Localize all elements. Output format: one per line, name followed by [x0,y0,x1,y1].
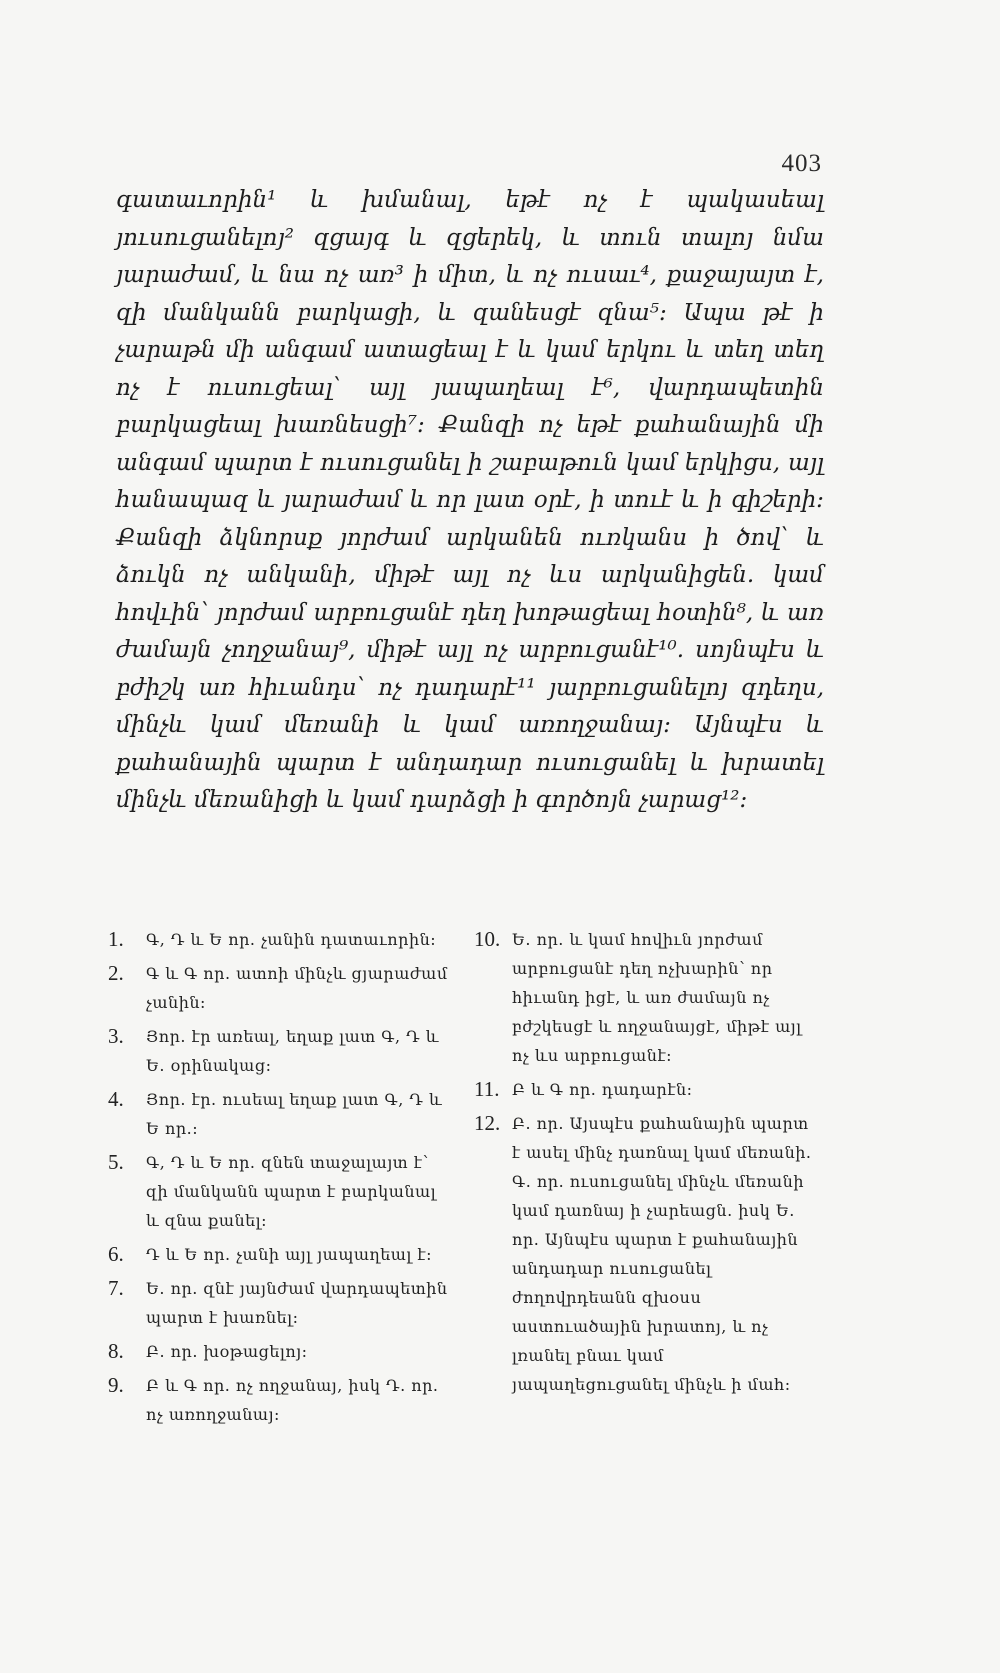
footnote-number: 3. [108,1024,124,1048]
footnotes-left-column [108,925,454,1434]
footnote-number: 5. [108,1150,124,1174]
footnote [474,925,820,1070]
footnote [474,1109,820,1399]
footnote-text: Գ, Դ և Ե որ. չանին դատաւորին։ [146,930,437,949]
footnote [108,1274,454,1332]
footnote-number: 6. [108,1242,124,1266]
footnote [108,1240,454,1269]
footnote-number: 7. [108,1276,124,1300]
footnote-text: Բ և Գ որ. դադարէն։ [512,1080,693,1099]
footnote-number: 10. [474,927,501,951]
footnote-number: 2. [108,961,124,985]
footnotes-right-column [474,925,820,1434]
footnotes [108,925,820,1434]
footnote-number: 11. [474,1077,500,1101]
footnote-text: Դ և Ե որ. չանի այլ յապաղեալ է։ [146,1245,433,1264]
footnote-text: Գ և Գ որ. ատոի մինչև ցյարաժամ չանին։ [146,964,448,1012]
footnote [108,959,454,1017]
footnote-number: 9. [108,1373,124,1397]
footnote-number: 12. [474,1111,501,1135]
footnote-text: Ե. որ. և կամ հովիւն յորժամ արբուցանէ դեղ ոչխարին՝ որ հիւանդ իցէ, և առ ժամայն ոչ բժշկեսցէ և ողջանայցէ, միթէ այլ ոչ ևս արբուցանէ։ [512,930,802,1065]
footnote-text: Ե. որ. զնէ յայնժամ վարդապետին պարտ է խառնել։ [146,1279,448,1327]
footnote-text: Բ. որ. Այսպէս քահանային պարտ է ասել մինչ դառնալ կամ մեռանի. Գ. որ. ուսուցանել մինչև մեռանի կամ դառնայ ի չարեացն. իսկ Ե. որ. Այնպէս պարտ է քահանային անդադար ուսուցանել ժողովրդեանն զխօսս աստուածային խրատոյ, և ոչ լռանել բնաւ կամ յապաղեցուցանել մինչև ի մահ։ [512,1114,812,1394]
footnote-text: Յոր. էր առեալ, եղաք լատ Գ, Դ և Ե. օրինակաց։ [146,1027,439,1075]
footnote [108,1085,454,1143]
footnote [108,1022,454,1080]
footnote [108,1337,454,1366]
page-number: 403 [781,150,822,177]
footnote-number: 4. [108,1087,124,1111]
footnote-text: Յոր. էր. ուսեալ եղաք լատ Գ, Դ և Ե որ.։ [146,1090,443,1138]
footnote-text: Բ. որ. խօթացելոյ։ [146,1342,308,1361]
footnote [108,925,454,954]
footnote [108,1148,454,1235]
footnote-text: Բ և Գ որ. ոչ ողջանայ, իսկ Դ. որ. ոչ առողջանայ։ [146,1376,439,1424]
footnote-number: 1. [108,927,124,951]
footnote-number: 8. [108,1339,124,1363]
main-body-text: գատաւորին¹ և խմանալ, եթէ ոչ է պակասեալ յուսուցանելոյ² զցայգ և զցերեկ, և տուն տալոյ նմա յարաժամ, և նա ոչ առ³ ի միտ, և ոչ ուսաւ⁴, քաջայայտ է, զի մանկանն բարկացի, և զանեսցէ զնա⁵։ Ապա թէ ի չարաթն մի անգամ ատացեալ է և կամ երկու և տեղ տեղ ոչ է ուսուցեալ՝ այլ յապաղեալ է⁶, վարդապետին բարկացեալ խառնեսցի⁷։ Քանզի ոչ եթէ քահանային մի անգամ պարտ է ուսուցանել ի շաբաթուն կամ երկիցս, այլ հանապազ և յարաժամ և որ լատ օրէ, ի տուէ և ի գիշերի։ Քանզի ձկնորսք յորժամ արկանեն ուռկանս ի ծով՝ և ձուկն ոչ անկանի, միթէ այլ ոչ ևս արկանիցեն. կամ հովւին՝ յորժամ արբուցանէ դեղ խոթացեալ հօտին⁸, և առ ժամայն չողջանայ⁹, միթէ այլ ոչ արբուցանէ¹⁰. սոյնպէս և բժիշկ առ հիւանդս՝ ոչ դադարէ¹¹ յարբուցանելոյ զդեղս, մինչև կամ մեռանի և կամ առողջանայ։ Այնպէս և քահանային պարտ է անդադար ուսուցանել և խրատել մինչև մեռանիցի և կամ դարձցի ի գործոյն չարաց¹²։ [116,187,824,813]
footnote [108,1371,454,1429]
footnote [474,1075,820,1104]
footnote-text: Գ, Դ և Ե որ. զնեն տաջալայտ է՝ զի մանկանն պարտ է բարկանալ և զնա քանել։ [146,1153,437,1230]
